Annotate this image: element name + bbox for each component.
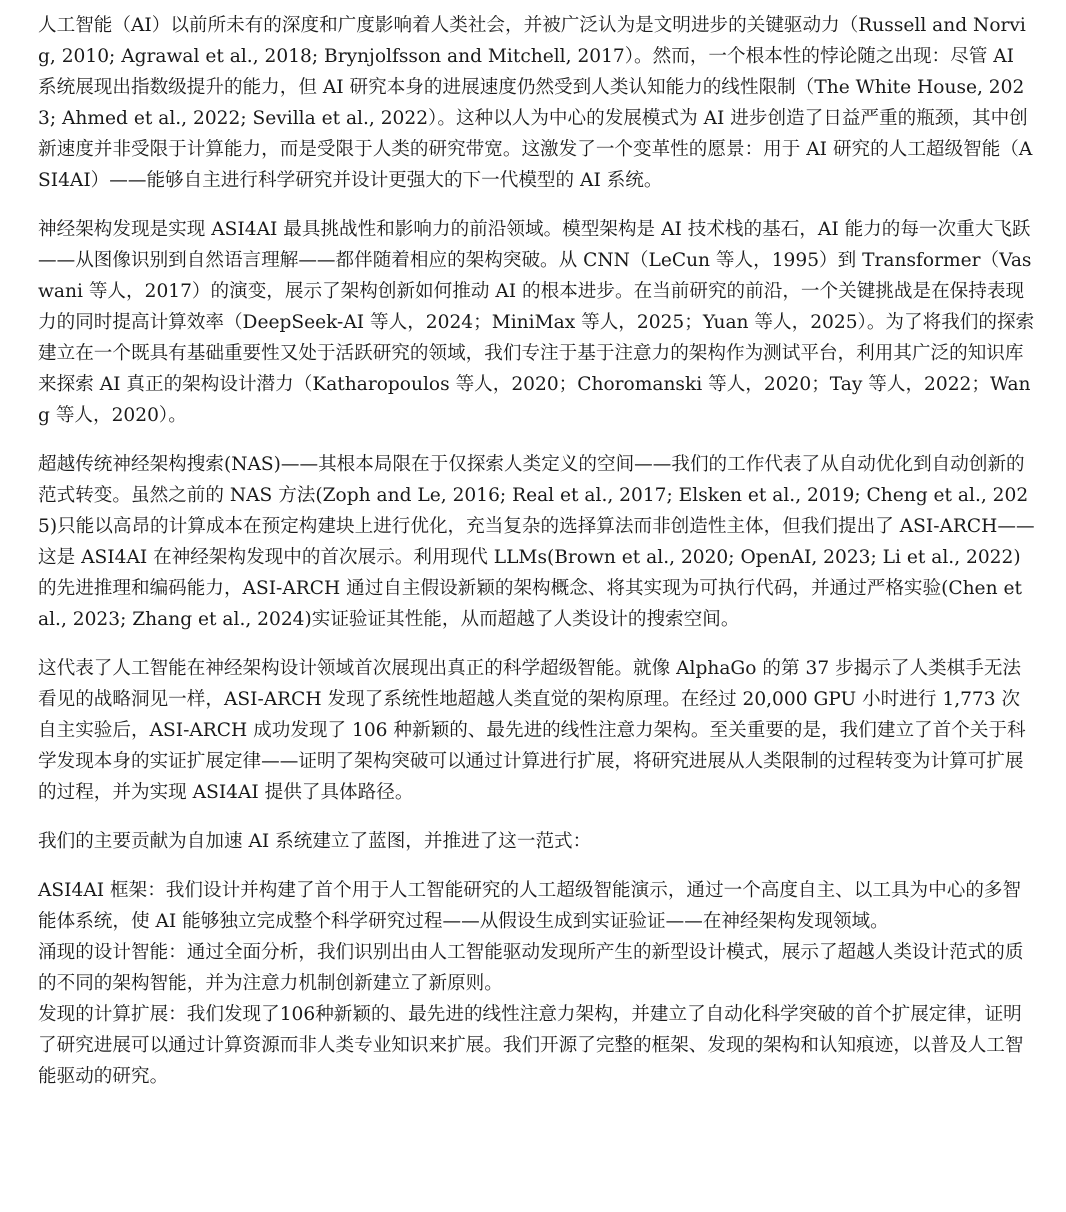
contribution-item-compute-scaling: 发现的计算扩展：我们发现了106种新颖的、最先进的线性注意力架构，并建立了自动化科学突破的首个扩展定律，证明了研究进展可以通过计算资源而非人类专业知识来扩展。我们开源了完整的框架、发现的架构和认知痕迹，以普及人工智能驱动的研究。 xyxy=(38,1004,1024,1087)
contribution-item-design-intelligence: 涌现的设计智能：通过全面分析，我们识别出由人工智能驱动发现所产生的新型设计模式，展示了超越人类设计范式的质的不同的架构智能，并为注意力机制创新建立了新原则。 xyxy=(38,942,1024,994)
paragraph-scientific-superintelligence: 这代表了人工智能在神经架构设计领域首次展现出真正的科学超级智能。就像 AlphaGo 的第 37 步揭示了人类棋手无法看见的战略洞见一样，ASI-ARCH 发现了系统性地超越人类直觉的架构原理。在经过 20,000 GPU 小时进行 1,773 次自主实验后，ASI-ARCH 成功发现了 106 种新颖的、最先进的线性注意力架构。至关重要的是，我们建立了首个关于科学发现本身的实证扩展定律——证明了架构突破可以通过计算进行扩展，将研究进展从人类限制的过程转变为计算可扩展的过程，并为实现 ASI4AI 提供了具体路径。 xyxy=(38,658,1026,803)
paragraph-beyond-nas: 超越传统神经架构搜索(NAS)——其根本局限在于仅探索人类定义的空间——我们的工作代表了从自动优化到自动创新的范式转变。虽然之前的 NAS 方法(Zoph and Le, 2016; Real et al., 2017; Elsken et al., 2019; Cheng et al., 2025)只能以高昂的计算成本在预定构建块上进行优化，充当复杂的选择算法而非创造性主体，但我们提出了 ASI-ARCH——这是 ASI4AI 在神经架构发现中的首次展示。利用现代 LLMs(Brown et al., 2020; OpenAI, 2023; Li et al., 2022)的先进推理和编码能力，ASI-ARCH 通过自主假设新颖的架构概念、将其实现为可执行代码，并通过严格实验(Chen et al., 2023; Zhang et al., 2024)实证验证其性能，从而超越了人类设计的搜索空间。 xyxy=(38,454,1035,630)
paragraph-contributions-lead: 我们的主要贡献为自加速 AI 系统建立了蓝图，并推进了这一范式： xyxy=(38,831,592,852)
paragraph-neural-architecture: 神经架构发现是实现 ASI4AI 最具挑战性和影响力的前沿领域。模型架构是 AI 技术栈的基石，AI 能力的每一次重大飞跃——从图像识别到自然语言理解——都伴随着相应的架构突破。从 CNN（LeCun 等人，1995）到 Transformer（Vaswani 等人，2017）的演变，展示了架构创新如何推动 AI 的根本进步。在当前研究的前沿，一个关键挑战是在保持表现力的同时提高计算效率（DeepSeek-AI 等人，2024；MiniMax 等人，2025；Yuan 等人，2025）。为了将我们的探索建立在一个既具有基础重要性又处于活跃研究的领域，我们专注于基于注意力的架构作为测试平台，利用其广泛的知识库来探索 AI 真正的架构设计潜力（Katharopoulos 等人，2020；Choromanski 等人，2020；Tay 等人，2022；Wang 等人，2020）。 xyxy=(38,219,1035,426)
contributions-list xyxy=(38,875,1038,1092)
contribution-item-framework: ASI4AI 框架：我们设计并构建了首个用于人工智能研究的人工超级智能演示，通过一个高度自主、以工具为中心的多智能体系统，使 AI 能够独立完成整个科学研究过程——从假设生成到实证验证——在神经架构发现领域。 xyxy=(38,880,1022,932)
paragraph-intro: 人工智能（AI）以前所未有的深度和广度影响着人类社会，并被广泛认为是文明进步的关键驱动力（Russell and Norvig, 2010; Agrawal et al., 2018; Brynjolfsson and Mitchell, 2017）。然而，一个根本性的悖论随之出现：尽管 AI 系统展现出指数级提升的能力，但 AI 研究本身的进展速度仍然受到人类认知能力的线性限制（The White House, 2023; Ahmed et al., 2022; Sevilla et al., 2022）。这种以人为中心的发展模式为 AI 进步创造了日益严重的瓶颈，其中创新速度并非受限于计算能力，而是受限于人类的研究带宽。这激发了一个变革性的愿景：用于 AI 研究的人工超级智能（ASI4AI）——能够自主进行科学研究并设计更强大的下一代模型的 AI 系统。 xyxy=(38,15,1033,191)
